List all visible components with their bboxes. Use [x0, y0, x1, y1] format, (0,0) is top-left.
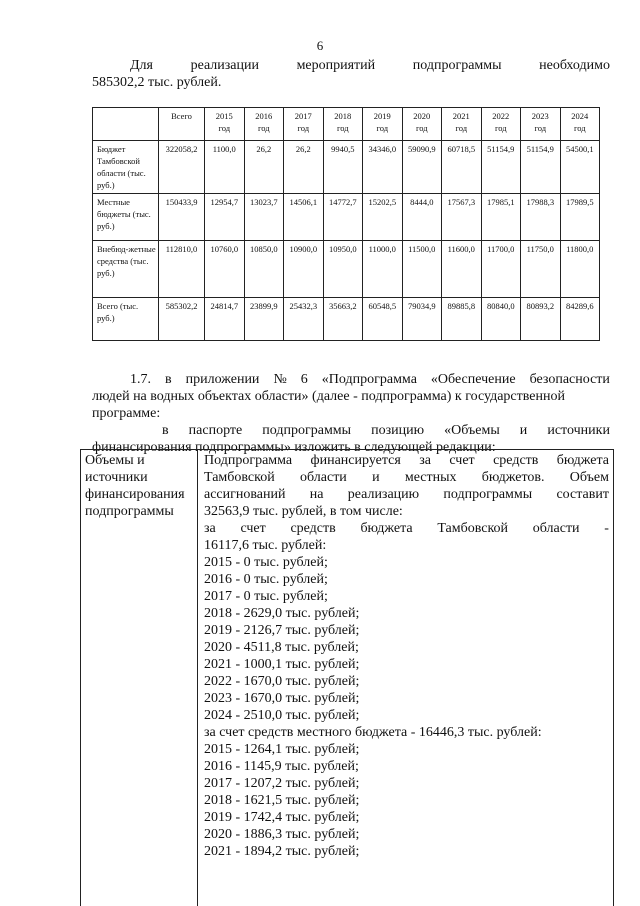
table-cell: 17567,3 — [442, 194, 482, 241]
passport-word: бюджета — [556, 453, 609, 468]
section-word: «Объемы — [444, 423, 500, 438]
column-header — [93, 108, 159, 141]
section-line-4 — [92, 422, 610, 439]
table-cell: 112810,0 — [159, 241, 205, 298]
table-cell: 54500,1 — [560, 141, 600, 194]
list-item: 2019 - 2126,7 тыс. рублей; — [204, 623, 360, 638]
passport-line-4: 32563,9 тыс. рублей, в том числе: — [204, 504, 403, 519]
column-header: 2020 год — [402, 108, 442, 141]
table-cell: 24814,7 — [205, 298, 245, 341]
column-header: 2019 год — [363, 108, 403, 141]
table-cell: 60718,5 — [442, 141, 482, 194]
passport-label-cell — [81, 450, 198, 906]
passport-content-cell — [198, 450, 613, 906]
passport-line-5 — [204, 520, 609, 537]
section-line-3: программе: — [92, 406, 161, 421]
passport-word: счет — [449, 453, 475, 468]
column-header: 2021 год — [442, 108, 482, 141]
section-word: подпрограммы — [262, 423, 352, 438]
table-row — [93, 298, 600, 341]
table-cell: 10760,0 — [205, 241, 245, 298]
column-header: 2022 год — [481, 108, 521, 141]
passport-word: - — [604, 521, 609, 536]
list-item: 2018 - 1621,5 тыс. рублей; — [204, 793, 360, 808]
passport-word: Подпрограмма — [204, 453, 293, 468]
section-word: в — [162, 423, 169, 438]
list-item: 2017 - 0 тыс. рублей; — [204, 589, 328, 604]
table-cell: 11000,0 — [363, 241, 403, 298]
table-cell: 11500,0 — [402, 241, 442, 298]
column-header: 2024 год — [560, 108, 600, 141]
passport-line-2 — [204, 469, 609, 486]
list-item: 2022 - 1670,0 тыс. рублей; — [204, 674, 360, 689]
section-word: и — [519, 423, 528, 438]
passport-line-6: 16117,6 тыс. рублей: — [204, 538, 327, 553]
table-cell: 26,2 — [244, 141, 284, 194]
section-word: в — [165, 372, 172, 387]
table-cell: 11700,0 — [481, 241, 521, 298]
passport-word: области — [532, 521, 580, 536]
list-item: 2021 - 1894,2 тыс. рублей; — [204, 844, 360, 859]
section-word: 1.7. — [130, 372, 151, 387]
table-cell: 59090,9 — [402, 141, 442, 194]
list-item: 2018 - 2629,0 тыс. рублей; — [204, 606, 360, 621]
passport-word: на — [309, 487, 324, 502]
table-cell: 17985,1 — [481, 194, 521, 241]
intro-word: необходимо — [539, 58, 610, 73]
row-label: Местные бюджеты (тыс. руб.) — [93, 194, 159, 241]
section-line-1 — [92, 371, 610, 388]
table-cell: 1100,0 — [205, 141, 245, 194]
table-cell: 8444,0 — [402, 194, 442, 241]
regional-funding-list — [204, 554, 609, 724]
list-item: 2023 - 1670,0 тыс. рублей; — [204, 691, 360, 706]
list-item: 2015 - 1264,1 тыс. рублей; — [204, 742, 360, 757]
column-header: 2016 год — [244, 108, 284, 141]
table-cell: 60548,5 — [363, 298, 403, 341]
table-cell: 11600,0 — [442, 241, 482, 298]
section-word: «Обеспечение — [430, 372, 516, 387]
column-header: 2017 год — [284, 108, 324, 141]
table-cell: 11800,0 — [560, 241, 600, 298]
table-cell: 26,2 — [284, 141, 324, 194]
passport-word: местных — [404, 470, 457, 485]
section-word: «Подпрограмма — [321, 372, 417, 387]
passport-word: бюджета — [360, 521, 413, 536]
intro-line-2: 585302,2 тыс. рублей. — [92, 75, 222, 90]
passport-label-line: финансирования — [85, 487, 185, 502]
passport-word: Тамбовской — [204, 470, 275, 485]
passport-word: и — [372, 470, 380, 485]
table-cell: 51154,9 — [481, 141, 521, 194]
section-word: безопасности — [529, 372, 610, 387]
passport-word: за — [419, 453, 431, 468]
passport-word: средств — [493, 453, 539, 468]
table-cell: 17989,5 — [560, 194, 600, 241]
table-cell: 35663,2 — [323, 298, 363, 341]
list-item: 2015 - 0 тыс. рублей; — [204, 555, 328, 570]
table-cell: 10850,0 — [244, 241, 284, 298]
list-item: 2019 - 1742,4 тыс. рублей; — [204, 810, 360, 825]
table-cell: 51154,9 — [521, 141, 561, 194]
table-cell: 89885,8 — [442, 298, 482, 341]
row-label: Всего (тыс. руб.) — [93, 298, 159, 341]
page-number: 6 — [316, 38, 324, 53]
passport-word: Объем — [569, 470, 609, 485]
section-word: приложении — [185, 372, 260, 387]
table-cell: 11750,0 — [521, 241, 561, 298]
budget-table-header — [93, 108, 600, 141]
table-row — [93, 194, 600, 241]
table-row — [93, 141, 600, 194]
local-funding-heading: за счет средств местного бюджета - 16446,3 тыс. рублей: — [204, 725, 542, 740]
passport-word: бюджетов. — [481, 470, 545, 485]
passport-label-line: источники — [85, 470, 148, 485]
passport-line-1 — [204, 452, 609, 469]
section-word: паспорте — [188, 423, 243, 438]
table-cell: 12954,7 — [205, 194, 245, 241]
intro-word: Для — [130, 58, 153, 73]
table-cell: 322058,2 — [159, 141, 205, 194]
table-cell: 80893,2 — [521, 298, 561, 341]
table-cell: 25432,3 — [284, 298, 324, 341]
section-word: 6 — [300, 372, 308, 387]
section-word: № — [273, 372, 287, 387]
table-cell: 9940,5 — [323, 141, 363, 194]
passport-word: составит — [556, 487, 609, 502]
passport-table — [80, 449, 614, 906]
intro-line-1 — [92, 57, 610, 74]
passport-word: реализацию — [347, 487, 420, 502]
list-item: 2024 - 2510,0 тыс. рублей; — [204, 708, 360, 723]
passport-word: подпрограммы — [443, 487, 533, 502]
table-cell: 34346,0 — [363, 141, 403, 194]
table-cell: 150433,9 — [159, 194, 205, 241]
passport-label-line: Объемы и — [85, 453, 145, 468]
intro-paragraph — [92, 57, 610, 91]
passport-word: области — [300, 470, 347, 485]
list-item: 2020 - 1886,3 тыс. рублей; — [204, 827, 360, 842]
table-cell: 79034,9 — [402, 298, 442, 341]
intro-word: подпрограммы — [412, 58, 502, 73]
table-cell: 10900,0 — [284, 241, 324, 298]
intro-word: мероприятий — [296, 58, 376, 73]
table-row — [93, 241, 600, 298]
passport-word: ассигнований — [204, 487, 286, 502]
section-word: источники — [547, 423, 610, 438]
table-cell: 14772,7 — [323, 194, 363, 241]
table-cell: 80840,0 — [481, 298, 521, 341]
passport-label-line: подпрограммы — [85, 504, 174, 519]
passport-word: финансируется — [310, 453, 401, 468]
budget-table-body — [93, 141, 600, 341]
column-header: 2018 год — [323, 108, 363, 141]
table-cell: 23899,9 — [244, 298, 284, 341]
table-cell: 84289,6 — [560, 298, 600, 341]
section-line-2: людей на водных объектах области» (далее - подпрограмма) к государственной — [92, 389, 565, 404]
section-line-5: финансирования подпрограммы» изложить в следующей редакции: — [92, 440, 496, 455]
passport-word: средств — [290, 521, 336, 536]
table-cell: 10950,0 — [323, 241, 363, 298]
column-header: 2015 год — [205, 108, 245, 141]
list-item: 2016 - 1145,9 тыс. рублей; — [204, 759, 359, 774]
passport-word: счет — [240, 521, 266, 536]
passport-word: Тамбовской — [437, 521, 509, 536]
local-funding-list — [204, 741, 609, 860]
column-header: Всего — [159, 108, 205, 141]
table-cell: 15202,5 — [363, 194, 403, 241]
passport-word: за — [204, 521, 216, 536]
budget-table — [92, 107, 600, 341]
table-cell: 13023,7 — [244, 194, 284, 241]
section-1-7 — [92, 371, 610, 456]
table-cell: 585302,2 — [159, 298, 205, 341]
intro-word: реализации — [190, 58, 259, 73]
list-item: 2020 - 4511,8 тыс. рублей; — [204, 640, 359, 655]
list-item: 2021 - 1000,1 тыс. рублей; — [204, 657, 360, 672]
list-item: 2016 - 0 тыс. рублей; — [204, 572, 328, 587]
passport-line-3 — [204, 486, 609, 503]
table-cell: 14506,1 — [284, 194, 324, 241]
table-cell: 17988,3 — [521, 194, 561, 241]
row-label: Внебюд-жетные средства (тыс. руб.) — [93, 241, 159, 298]
section-word: позицию — [371, 423, 425, 438]
column-header: 2023 год — [521, 108, 561, 141]
row-label: Бюджет Тамбовской области (тыс. руб.) — [93, 141, 159, 194]
list-item: 2017 - 1207,2 тыс. рублей; — [204, 776, 360, 791]
